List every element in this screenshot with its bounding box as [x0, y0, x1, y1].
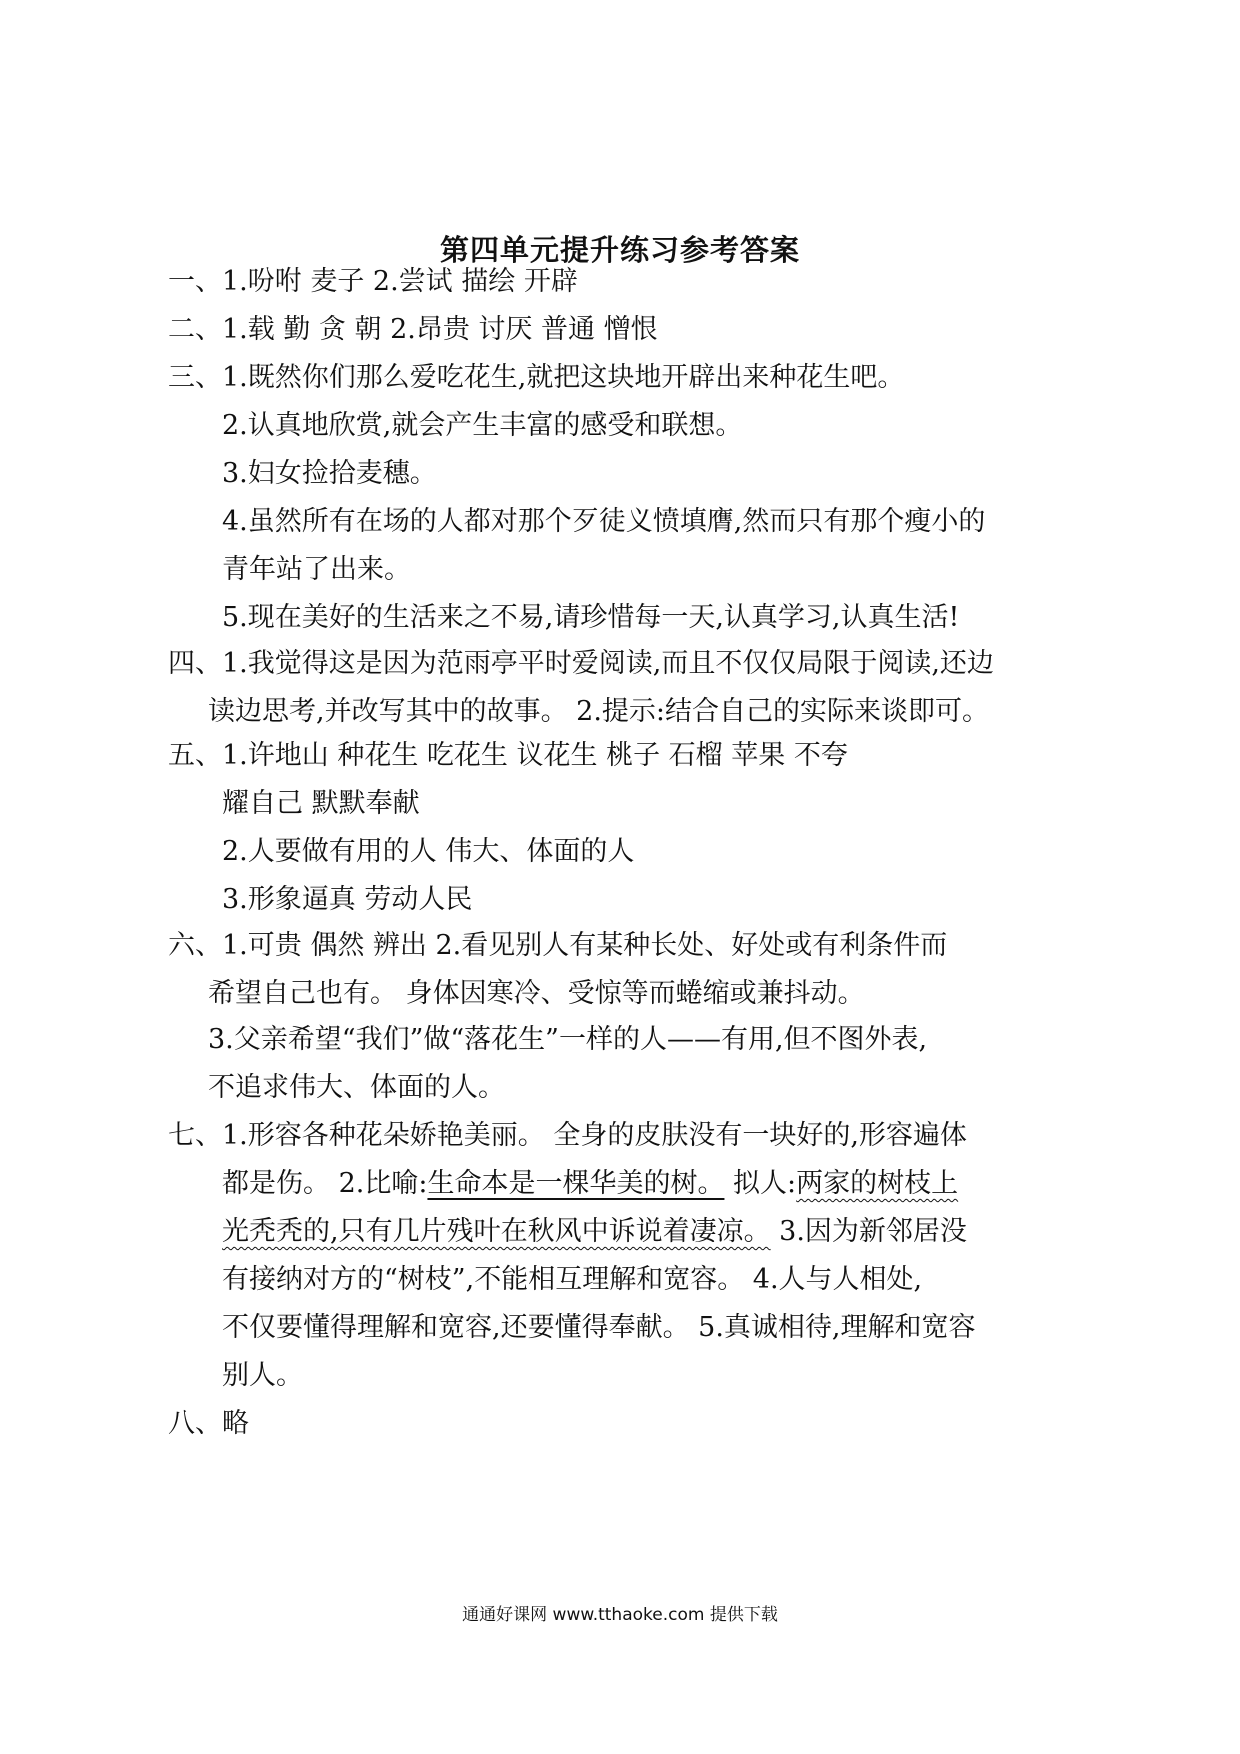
answer-line: 3.形象逼真 劳动人民: [222, 884, 473, 915]
answer-line: 有接纳对方的“树枝”,不能相互理解和宽容。 4.人与人相处,: [222, 1264, 923, 1295]
answer-line: 不追求伟大、体面的人。: [208, 1072, 505, 1103]
answer-line: 不仅要懂得理解和宽容,还要懂得奉献。 5.真诚相待,理解和宽容: [222, 1312, 976, 1343]
answer-line: 青年站了出来。: [222, 554, 411, 585]
answer-line: 希望自己也有。 身体因寒冷、受惊等而蜷缩或兼抖动。: [208, 978, 865, 1009]
answer-line: [222, 1166, 958, 1202]
answer-line: 七、1.形容各种花朵娇艳美丽。 全身的皮肤没有一块好的,形容遍体: [168, 1120, 967, 1151]
answer-line: 四、1.我觉得这是因为范雨亭平时爱阅读,而且不仅仅局限于阅读,还边: [168, 648, 994, 679]
page-title: 第四单元提升练习参考答案: [439, 233, 800, 267]
answer-line: 3.父亲希望“我们”做“落花生”一样的人——有用,但不图外表,: [208, 1024, 928, 1055]
answer-text: 3.因为新邻居没: [770, 1216, 967, 1247]
simile-sentence: 生命本是一棵华美的树。: [427, 1168, 725, 1199]
answer-line: 读边思考,并改写其中的故事。 2.提示:结合自己的实际来谈即可。: [208, 696, 990, 727]
answer-line: [222, 1214, 967, 1250]
answer-line: 2.认真地欣赏,就会产生丰富的感受和联想。: [222, 410, 743, 441]
answer-line: 2.人要做有用的人 伟大、体面的人: [222, 836, 635, 867]
answer-line: 3.妇女捡拾麦穗。: [222, 458, 437, 489]
personification-sentence: 光秃秃的,只有几片残叶在秋风中诉说着凄凉。: [222, 1216, 771, 1247]
answer-line: 六、1.可贵 偶然 辨出 2.看见别人有某种长处、好处或有利条件而: [168, 930, 948, 961]
answer-line: 三、1.既然你们那么爱吃花生,就把这块地开辟出来种花生吧。: [168, 362, 905, 393]
answer-line: 五、1.许地山 种花生 吃花生 议花生 桃子 石榴 苹果 不夸: [168, 740, 848, 771]
answer-line: 二、1.载 勤 贪 朝 2.昂贵 讨厌 普通 憎恨: [168, 314, 658, 345]
answer-line: 耀自己 默默奉献: [222, 788, 420, 819]
answer-text: 都是伤。 2.比喻:: [222, 1168, 428, 1199]
footer-credit: 通通好课网 www.tthaoke.com 提供下载: [462, 1605, 778, 1625]
answer-text: 拟人:: [724, 1168, 797, 1199]
answer-line: 八、略: [168, 1408, 249, 1439]
answer-line: 别人。: [222, 1360, 303, 1391]
personification-sentence: 两家的树枝上: [796, 1168, 959, 1199]
answer-line: 5.现在美好的生活来之不易,请珍惜每一天,认真学习,认真生活!: [222, 602, 960, 633]
answer-line: 4.虽然所有在场的人都对那个歹徒义愤填膺,然而只有那个瘦小的: [222, 506, 986, 537]
answer-line: 一、1.吩咐 麦子 2.尝试 描绘 开辟: [168, 266, 578, 297]
